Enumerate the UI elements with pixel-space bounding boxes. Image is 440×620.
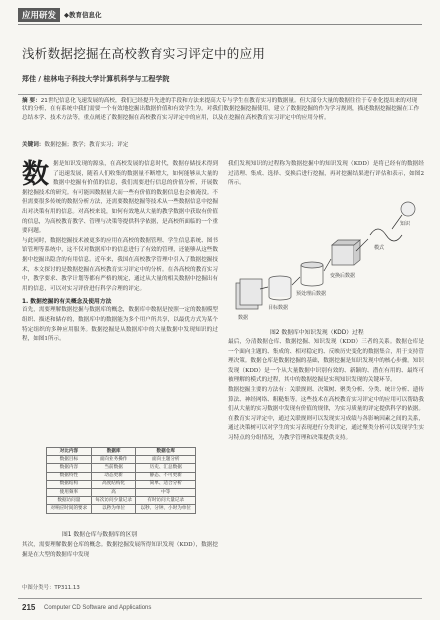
table-header: 对比内容 — [47, 448, 92, 456]
abstract-label: 摘 要： — [22, 98, 41, 104]
data-block — [240, 279, 262, 305]
section-heading-1: 1. 数据挖掘的有关概念及使用方法 — [22, 299, 112, 306]
table-cell: 面向主题分析 — [136, 456, 196, 464]
kdd-process-figure — [232, 195, 422, 325]
table-row — [47, 489, 196, 497]
classification-note: 中图分类号：TP311.13 — [22, 585, 80, 591]
right-paragraph-3: 数据挖掘主要的方法有：关联规则、决策树、聚类分析、分类、统计分析、遗传算法、神经网络、粗糙集等。这些技术在高校教育实习评定中的应用可以帮助我们从大量的实习数据中发现有价值的规律，为实习质量的评定提供科学的依据。在教育实习评定中，通过关联规则可以发现实习成绩与各影响因素之间的关系，通过决策树可以对学生的实习表现进行分类评定，通过聚类分析可以发现学生实习特点的分组情况，为教学管理和决策提供支持。 — [228, 386, 424, 441]
keywords — [22, 140, 128, 148]
table-cell: 使用频率 — [47, 489, 92, 497]
after-table-paragraph: 其次，需要理解数据仓库的概念。数据挖掘发展所得知识发现（KDD），数据挖掘是在大型的数据库中发现 — [22, 542, 218, 558]
fig-label: 目标数据 — [268, 305, 289, 311]
transformed-block — [332, 245, 354, 265]
section-sublabel: ◆教育信息化 — [64, 11, 102, 19]
table-cell: 高度结构化 — [91, 480, 136, 488]
table-row — [47, 472, 196, 480]
preprocessed-cylinder — [301, 262, 323, 268]
table-cell: 以秒、分钟、小时为单位 — [136, 505, 196, 513]
table-header: 数据仓库 — [136, 448, 196, 456]
table-cell: 每次访问少量记录 — [91, 497, 136, 505]
left-paragraph-3: 首先，需要理解数据挖掘与数据库的概念，数据库中数据是按照一定的数据模型组织、描述和储存的，数据库中的数据能为多个用户所共享，以最优方式为某个特定组织的多种应用服务。数据挖掘是从数据库中的大量数据中发现知识的过程，如图1所示。 — [22, 307, 218, 343]
keywords-text: 数据挖掘；教学；教育实习；评定 — [44, 142, 129, 148]
left-paragraph-2: 与此同时，数据挖掘技术被更多的应用在高校的数据管理、学生信息系统、图书馆管理等系统中，这不仅对数据库中的信息进行了有效的管理，还能够从这些数据中挖掘出隐含的有用信息。近年来，我国在高校教学管理中引入了数据挖掘技术，本文探讨的是数据挖掘在高校教育实习评定中的分析。在各高校的教育实习中，教学要求、教学计划等都有严格的规定，通过从大量的相关数据中挖掘出有用的信息，可以对实习评价进行科学合理的评定。 — [22, 237, 218, 292]
table-cell: 以秒为单位 — [91, 505, 136, 513]
table-cell: 简单、适合分析 — [136, 480, 196, 488]
table-cell: 数据访问量 — [47, 497, 92, 505]
fig-label: 数据 — [238, 315, 249, 321]
keywords-label: 关键词： — [22, 142, 45, 148]
page-number: 215 — [22, 603, 36, 612]
table-cell: 数据内容 — [47, 464, 92, 472]
right-paragraph-2: 最后，分清数据仓库、数据挖掘、知识发现（KDD）三者的关系。数据仓库是一个面向主题的、集成的、相对稳定的、反映历史变化的数据集合，用于支持管理决策。数据仓库是数据挖掘的基础，数据挖掘是知识发现中的核心步骤。知识发现（KDD）是一个从大量数据中识别有效的、新颖的、潜在有用的、最终可被理解的模式的过程，其中的数据挖掘是实现知识发现的关键环节。 — [228, 339, 424, 384]
table-header-row — [47, 448, 196, 456]
drop-cap: 数 — [22, 159, 49, 190]
table-row — [47, 480, 196, 488]
section-label: 应用研发 — [18, 8, 60, 22]
pattern-wave — [370, 229, 402, 241]
header-rule — [18, 24, 422, 25]
right-column — [228, 160, 424, 189]
table-cell: 对响应时间的要求 — [47, 505, 92, 513]
table-cell: 数据特性 — [47, 472, 92, 480]
figure-caption: 图2 数据库中知识发现（KDD）过程 — [270, 330, 364, 336]
table-cell: 动态更新 — [91, 472, 136, 480]
right-column-lower — [228, 338, 424, 444]
table-row — [47, 464, 196, 472]
knowledge-node — [401, 202, 415, 216]
abstract-text: 21世纪信息化飞速发展的高校，我们已经提升先进的手段和方法来提高大专与学生在教育实习的数据量。但大部分大量的数据往往于专业化提出来的对现状的分析，在有系统中我们需要一个有效地挖掘出数据价值和有效学生为。对我们数据挖掘挖掘使用，建立了数据挖掘的作为学习规则，描述数据挖掘挖掘在工作总结本学、技术方法等，重点阐述了数据挖掘在高校教育实习评定中的应用，以及在挖掘在高校教育实习评定中的应用分析。 — [22, 98, 420, 121]
table-caption: 图1 数据仓库与数据库的区别 — [62, 532, 138, 538]
left-column — [22, 160, 218, 345]
journal-name: Computer CD Software and Applications — [44, 605, 152, 611]
table-cell: 静态、不可更新 — [136, 472, 196, 480]
table-row — [47, 505, 196, 513]
table-row — [47, 497, 196, 505]
fig-label: 预处理后数据 — [296, 291, 327, 297]
abstract — [22, 97, 420, 122]
article-title: 浅析数据挖掘在高校教育实习评定中的应用 — [22, 46, 266, 61]
table-cell: 历史、汇总数据 — [136, 464, 196, 472]
footer-rule — [18, 598, 422, 599]
section-header — [18, 8, 102, 21]
left-paragraph-1: 据是知识发现的源泉，在高校发展的信息时代，数据存储技术得到了迅速发展，随着人们收集的数据量不断增大，如何能够从大量的数据中挖掘有价值的信息，我们需要进行信息的价值分析，开展数据挖掘技术的研究。有可能因数据量大而一些有价值的数据信息也会被淹没。不但需要很多传统的数据分析方法，还需要数据挖掘等技术从一些数据信息中挖掘出对决策有用的信息。对高校来说，如何有效地从大量的教学数据中获取有价值的信息，为高校教育教学、管理与决策等提供科学依据，是高校所面临的一个重要问题。 — [22, 161, 218, 235]
table-cell: 数据目标 — [47, 456, 92, 464]
right-paragraph-1: 我们发现知识的过程称为数据挖掘中的知识发现（KDD）是将已经有的数据经过清理、集成、选择、变换后进行挖掘，再对挖掘结果进行评估和表示，如图2所示。 — [228, 161, 424, 187]
comparison-table — [46, 447, 196, 514]
table-row — [47, 456, 196, 464]
fig-label: 模式 — [374, 245, 385, 251]
table-cell: 有时访问大量记录 — [136, 497, 196, 505]
fig-label: 变换后数据 — [330, 273, 356, 279]
abstract-rule — [18, 94, 422, 95]
table-header: 数据库 — [91, 448, 136, 456]
table-cell: 高 — [91, 489, 136, 497]
fig-label: 知识 — [400, 221, 411, 227]
author-line: 郑佳 / 桂林电子科技大学计算机科学与工程学院 — [22, 75, 170, 83]
table-cell: 当前数据 — [91, 464, 136, 472]
table-cell: 数据结构 — [47, 480, 92, 488]
table-cell: 面向业务操作 — [91, 456, 136, 464]
table-cell: 中等 — [136, 489, 196, 497]
